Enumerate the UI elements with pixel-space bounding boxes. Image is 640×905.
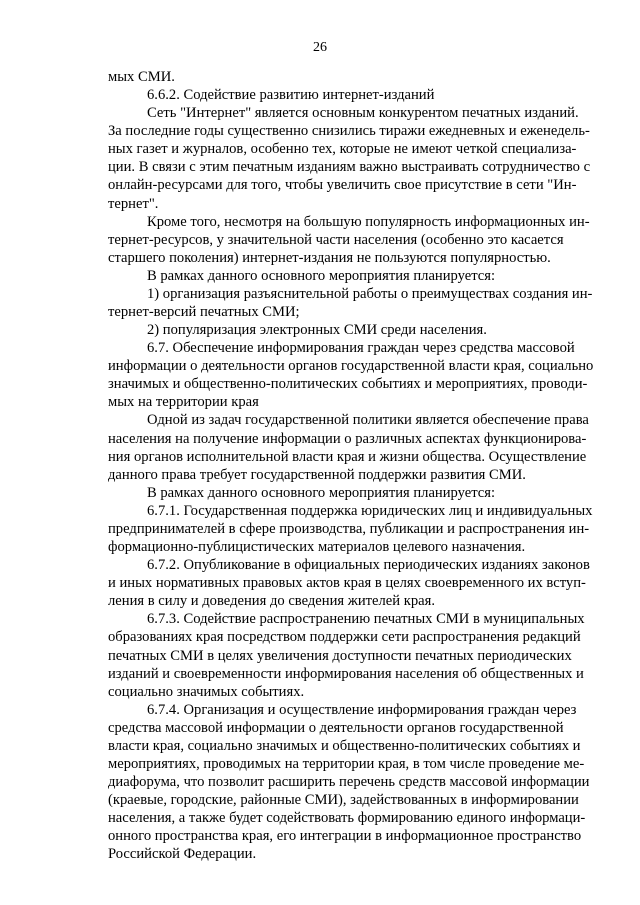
text-line: населения, а также будет содействовать формированию единого информаци- — [108, 810, 586, 827]
text-line: ния органов исполнительной власти края и жизни общества. Осуществление — [108, 448, 587, 465]
text-line: Одной из задач государственной политики является обеспечение права — [147, 412, 589, 429]
text-line: онлайн-ресурсами для того, чтобы увеличить свое присутствие в сети "Ин- — [108, 177, 577, 194]
text-line: тернет". — [108, 195, 159, 212]
text-line: социально значимых событиях. — [108, 683, 305, 700]
text-line: печатных СМИ в целях увеличения доступности печатных периодических — [108, 647, 572, 664]
page-number: 26 — [313, 40, 327, 55]
text-line: ции. В связи с этим печатным изданиям важно выстраивать сотрудничество с — [108, 159, 591, 176]
text-line: информации о деятельности органов государственной власти края, социально — [108, 358, 594, 375]
text-line: образованиях края посредством поддержки сети распространения редакций — [108, 629, 581, 646]
text-line: средства массовой информации о деятельности органов государственной — [108, 719, 564, 736]
text-line: 1) организация разъяснительной работы о преимуществах создания ин- — [147, 285, 593, 302]
text-line: диафорума, что позволит расширить перечень средств массовой информации — [108, 774, 590, 791]
text-line: Российской Федерации. — [108, 846, 257, 863]
text-line: Сеть "Интернет" является основным конкурентом печатных изданий. — [147, 105, 579, 122]
text-line: Кроме того, несмотря на большую популярность информационных ин- — [147, 213, 590, 230]
text-line: данного права требует государственной поддержки развития СМИ. — [108, 466, 526, 483]
text-line: 6.7.1. Государственная поддержка юридических лиц и индивидуальных — [147, 502, 593, 519]
body-text — [108, 68, 594, 863]
text-line: В рамках данного основного мероприятия планируется: — [147, 267, 496, 284]
text-line: тернет-ресурсов, у значительной части населения (особенно это касается — [108, 231, 564, 248]
text-line: (краевые, городские, районные СМИ), задействованных в информировании — [108, 792, 579, 809]
text-line: онного пространства края, его интеграции в информационное пространство — [108, 828, 582, 845]
text-line: старшего поколения) интернет-издания не пользуются популярностью. — [108, 249, 551, 266]
text-line: 6.7.2. Опубликование в официальных периодических изданиях законов — [147, 557, 590, 574]
text-line: формационно-публицистических материалов целевого назначения. — [108, 539, 526, 556]
text-line: ных газет и журналов, особенно тех, которые не имеют четкой специализа- — [108, 141, 577, 158]
text-line: За последние годы существенно снизились тиражи ежедневных и еженедель- — [108, 123, 590, 140]
text-line: 6.7.4. Организация и осуществление информирования граждан через — [147, 701, 577, 718]
text-line: предпринимателей в сфере производства, публикации и распространения ин- — [108, 520, 590, 537]
text-line: мероприятиях, проводимых на территории края, в том числе проведение ме- — [108, 755, 585, 772]
text-line: и иных нормативных правовых актов края в целях своевременного их вступ- — [108, 575, 586, 592]
text-line: мых на территории края — [108, 394, 259, 411]
text-line: 6.7. Обеспечение информирования граждан через средства массовой — [147, 340, 575, 357]
text-line: 6.6.2. Содействие развитию интернет-изданий — [147, 87, 435, 104]
text-line: населения на получение информации о различных аспектах функционирова- — [108, 430, 587, 447]
text-line: власти края, социально значимых и общественно-политических событиях и — [108, 737, 581, 754]
text-line: 6.7.3. Содействие распространению печатных СМИ в муниципальных — [147, 611, 585, 628]
text-line: значимых и общественно-политических событиях и мероприятиях, проводи- — [108, 376, 588, 393]
text-line: В рамках данного основного мероприятия планируется: — [147, 484, 496, 501]
text-line: 2) популяризация электронных СМИ среди населения. — [147, 322, 487, 339]
text-line: тернет-версий печатных СМИ; — [108, 304, 300, 321]
text-line: ления в силу и доведения до сведения жителей края. — [108, 593, 435, 610]
text-line: изданий и своевременности информирования населения об общественных и — [108, 665, 584, 682]
text-line: мых СМИ. — [108, 69, 175, 85]
